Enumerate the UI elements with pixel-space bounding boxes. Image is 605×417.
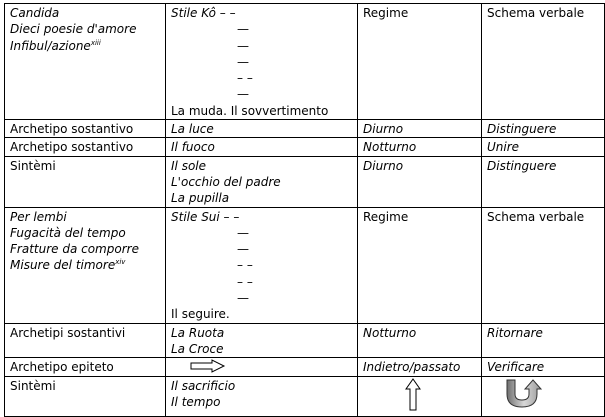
dash-line: — — [237, 22, 249, 37]
category-label: Sintèmi — [5, 376, 166, 416]
u-turn-arrow-icon — [504, 378, 544, 408]
category-label: Archetipi sostantivi — [5, 323, 166, 358]
work-title: Per lembi — [10, 209, 67, 224]
dash-line: — — [237, 242, 249, 257]
verb-value: Ritornare — [482, 323, 605, 358]
cell-works-per-lembi — [5, 207, 166, 323]
table-row — [5, 4, 605, 120]
verb-value: Distinguere — [482, 156, 605, 207]
dash-line: – – — [237, 71, 253, 86]
header-schema-verbale: Schema verbale — [482, 4, 605, 120]
sintema-item: La pupilla — [171, 191, 230, 206]
regime-value: Indietro/passato — [358, 358, 482, 376]
cell-works-candida — [5, 4, 166, 120]
work-title: Infibul/azione — [10, 38, 91, 53]
footnote-ref: xiv — [115, 258, 126, 267]
category-label: Archetipo sostantivo — [5, 138, 166, 156]
dash-line: — — [237, 291, 249, 306]
work-title: Misure del timore — [10, 258, 116, 273]
regime-arrow-cell — [358, 376, 482, 416]
header-regime: Regime — [358, 207, 482, 323]
dash-line: – – — [237, 258, 253, 273]
dash-line: — — [237, 54, 249, 69]
sintema-item: Il tempo — [171, 394, 221, 409]
table-row — [5, 323, 605, 358]
category-label: Archetipo epiteto — [5, 358, 166, 376]
style-title: Stile Sui – – — [171, 209, 240, 224]
work-title: Fugacità del tempo — [10, 225, 126, 240]
up-arrow-icon — [405, 378, 421, 411]
epithet-arrow-cell — [166, 358, 358, 376]
header-regime: Regime — [358, 4, 482, 120]
style-title: Stile Kô – – — [171, 6, 236, 20]
table-row — [5, 376, 605, 416]
regime-value: Diurno — [358, 156, 482, 207]
table-row — [5, 358, 605, 376]
sintemi-list — [166, 156, 358, 207]
footnote-ref: xiii — [90, 38, 101, 47]
regime-value: Notturno — [358, 323, 482, 358]
archetype-item: La Croce — [171, 341, 224, 356]
sintema-item: Il sole — [171, 158, 206, 173]
style-conclusion: La muda. Il sovvertimento — [171, 103, 329, 118]
sintemi-list — [166, 376, 358, 416]
verb-value: Distinguere — [482, 120, 605, 138]
dash-line: – – — [237, 274, 253, 289]
style-conclusion: Il seguire. — [171, 307, 230, 322]
verb-value: Unire — [482, 138, 605, 156]
work-title: Dieci poesie d'amore — [10, 22, 137, 37]
category-label: Archetipo sostantivo — [5, 120, 166, 138]
category-label: Sintèmi — [5, 156, 166, 207]
dash-line: — — [237, 87, 249, 102]
archetype-value: La luce — [166, 120, 358, 138]
table-row — [5, 138, 605, 156]
table-row — [5, 207, 605, 323]
archetype-value: Il fuoco — [166, 138, 358, 156]
header-schema-verbale: Schema verbale — [482, 207, 605, 323]
sintema-item: Il sacrificio — [171, 378, 236, 393]
work-title: Fratture da comporre — [10, 242, 139, 257]
right-arrow-icon — [190, 359, 226, 373]
regime-value: Diurno — [358, 120, 482, 138]
dash-line: — — [237, 225, 249, 240]
table-row — [5, 120, 605, 138]
cell-style-sui — [166, 207, 358, 323]
sintema-item: L'occhio del padre — [171, 174, 281, 189]
archetype-item: La Ruota — [171, 325, 225, 340]
archetype-list — [166, 323, 358, 358]
dash-line: — — [237, 38, 249, 53]
verb-value: Verificare — [482, 358, 605, 376]
table-row — [5, 156, 605, 207]
cell-style-ko — [166, 4, 358, 120]
regime-value: Notturno — [358, 138, 482, 156]
verb-arrow-cell — [482, 376, 605, 416]
schema-table — [4, 3, 605, 417]
work-title: Candida — [10, 6, 60, 20]
